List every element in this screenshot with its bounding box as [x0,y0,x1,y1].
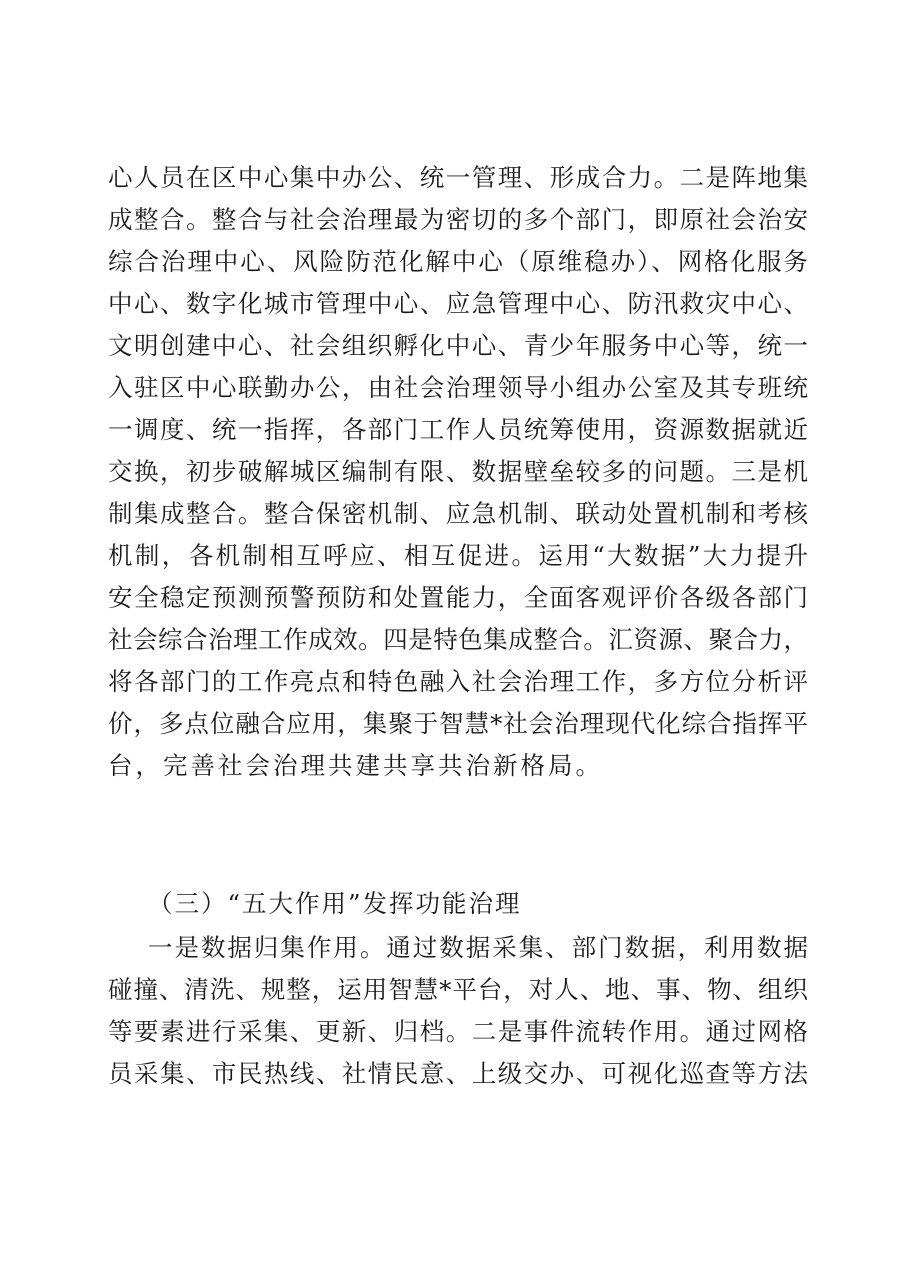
paragraph-line: 安全稳定预测预警预防和处置能力，全面客观评价各级各部门 [108,583,808,612]
body-paragraph [108,927,808,1095]
paragraph-line: 碰撞、清洗、规整，运用智慧*平台，对人、地、事、物、组织 [108,975,808,1004]
section-heading: （三）“五大作用”发挥功能治理 [148,889,522,918]
paragraph-line: 社会综合治理工作成效。四是特色集成整合。汇资源、聚合力， [108,625,808,654]
paragraph-line: 一是数据归集作用。通过数据采集、部门数据，利用数据 [148,933,808,962]
paragraph-line: 中心、数字化城市管理中心、应急管理中心、防汛救灾中心、 [108,289,808,318]
paragraph-line: 心人员在区中心集中办公、统一管理、形成合力。二是阵地集 [108,163,808,192]
paragraph-line: 等要素进行采集、更新、归档。二是事件流转作用。通过网格 [108,1017,808,1046]
paragraph-line: 文明创建中心、社会组织孵化中心、青少年服务中心等，统一 [108,331,808,360]
paragraph-line: 入驻区中心联勤办公，由社会治理领导小组办公室及其专班统 [108,373,808,402]
paragraph-line: 机制，各机制相互呼应、相互促进。运用“大数据”大力提升 [108,541,808,570]
body-paragraph [108,157,808,787]
paragraph-line: 一调度、统一指挥，各部门工作人员统筹使用，资源数据就近 [108,415,808,444]
paragraph-line: 员采集、市民热线、社情民意、上级交办、可视化巡查等方法 [108,1059,808,1088]
paragraph-line: 台，完善社会治理共建共享共治新格局。 [108,751,603,780]
paragraph-line: 交换，初步破解城区编制有限、数据壁垒较多的问题。三是机 [108,457,808,486]
paragraph-line: 制集成整合。整合保密机制、应急机制、联动处置机制和考核 [108,499,808,528]
paragraph-line: 将各部门的工作亮点和特色融入社会治理工作，多方位分析评 [108,667,808,696]
paragraph-line: 价，多点位融合应用，集聚于智慧*社会治理现代化综合指挥平 [108,709,808,738]
paragraph-line: 成整合。整合与社会治理最为密切的多个部门，即原社会治安 [108,205,808,234]
paragraph-line: 综合治理中心、风险防范化解中心（原维稳办）、网格化服务 [108,247,808,276]
